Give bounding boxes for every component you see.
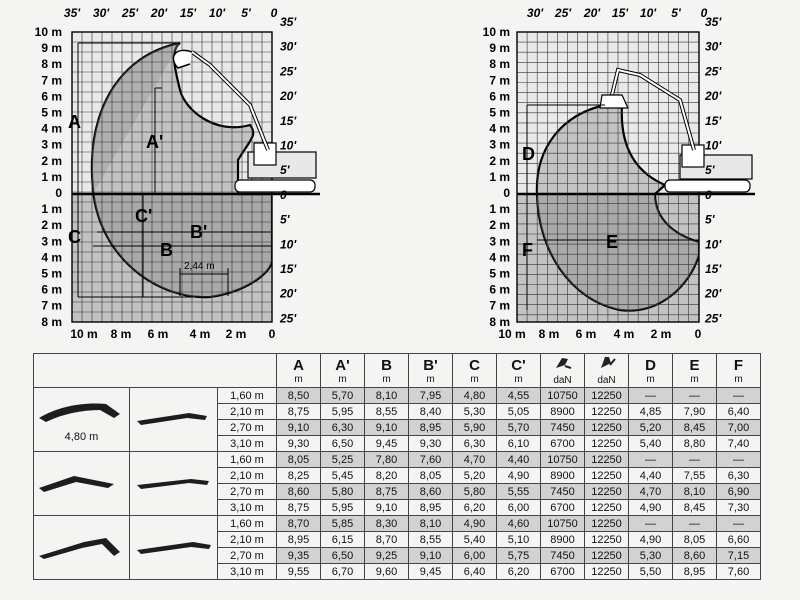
ft-tick: 10' (639, 6, 657, 20)
bottom-m-tick: 10 m (498, 327, 526, 341)
ft-tick: 5' (671, 6, 681, 20)
table-cell: 6,15 (321, 532, 365, 548)
ft-tick: 25' (705, 64, 722, 79)
table-cell: 5,20 (629, 420, 673, 436)
ft-tick: 35' (63, 6, 81, 20)
table-cell: 4,40 (497, 452, 541, 468)
table-cell: 9,30 (409, 436, 453, 452)
table-cell: 9,10 (365, 420, 409, 436)
ft-tick: 15' (280, 113, 297, 128)
table-cell: 9,45 (409, 564, 453, 580)
m-tick: 6 m (489, 282, 510, 297)
m-tick: 3 m (41, 234, 62, 249)
table-cell: 8,80 (673, 436, 717, 452)
table-cell: 7,90 (673, 404, 717, 420)
ft-tick: 5' (705, 163, 715, 178)
table-cell: 12250 (585, 516, 629, 532)
table-cell: 10750 (541, 388, 585, 404)
table-cell: 7,60 (409, 452, 453, 468)
table-cell: 9,25 (365, 548, 409, 564)
table-cell: 7450 (541, 420, 585, 436)
arm-length: 2,70 m (218, 420, 277, 436)
table-cell: 5,80 (321, 484, 365, 500)
table-cell: 7,30 (717, 500, 761, 516)
table-cell: 5,70 (497, 420, 541, 436)
label-C-prime: C' (135, 206, 153, 226)
table-cell: 7450 (541, 548, 585, 564)
m-tick: 10 m (482, 25, 510, 39)
label-A: A (68, 112, 81, 132)
header-B-prime: B' m (409, 354, 453, 388)
arm-length: 3,10 m (218, 500, 277, 516)
table-cell: 7,60 (717, 564, 761, 580)
m-tick: 2 m (489, 218, 510, 233)
table-cell: 12250 (585, 420, 629, 436)
header-C: C m (453, 354, 497, 388)
table-cell: 6,10 (497, 436, 541, 452)
table-row (34, 516, 761, 532)
ft-tick: 15' (705, 262, 722, 276)
m-tick: 3 m (489, 234, 510, 249)
table-cell: 8900 (541, 468, 585, 484)
table-cell: 6700 (541, 500, 585, 516)
ft-tick: 25' (121, 6, 139, 20)
m-tick: 3 m (41, 137, 62, 152)
table-cell: 6,30 (453, 436, 497, 452)
table-cell: 6,00 (497, 500, 541, 516)
m-tick: 6 m (489, 89, 510, 104)
table-cell: 6,40 (453, 564, 497, 580)
m-tick: 8 m (489, 314, 510, 329)
arm-length: 2,10 m (218, 404, 277, 420)
table-cell: 8,60 (673, 548, 717, 564)
left-chart (35, 6, 320, 341)
boom-config-icon (34, 388, 130, 452)
table-cell: — (629, 388, 673, 404)
ft-tick: 20' (280, 89, 297, 104)
ft-tick: 0 (700, 6, 708, 20)
table-cell: 6700 (541, 564, 585, 580)
table-cell: 8900 (541, 532, 585, 548)
table-cell: 12250 (585, 452, 629, 468)
table-cell: 4,90 (629, 532, 673, 548)
table-cell: 8,45 (673, 420, 717, 436)
table-cell: 12250 (585, 548, 629, 564)
table-cell: 5,55 (497, 484, 541, 500)
table-cell: 4,70 (453, 452, 497, 468)
m-tick: 9 m (41, 41, 62, 56)
label-A-prime: A' (146, 132, 164, 152)
table-cell: 7450 (541, 484, 585, 500)
ft-tick: 0 (705, 187, 712, 202)
m-tick: 5 m (41, 266, 62, 281)
table-cell: 9,45 (365, 436, 409, 452)
table-cell: — (629, 516, 673, 532)
table-cell: 4,80 (453, 388, 497, 404)
bottom-m-tick: 6 m (147, 327, 169, 341)
m-tick: 1 m (41, 202, 62, 217)
table-cell: 8,75 (277, 500, 321, 516)
m-tick: 7 m (489, 73, 510, 88)
bottom-m-tick: 0 (694, 327, 702, 341)
table-cell: 5,10 (497, 532, 541, 548)
table-cell: 6,40 (717, 404, 761, 420)
table-cell: 9,60 (365, 564, 409, 580)
m-tick: 5 m (489, 105, 510, 120)
label-C: C (68, 227, 81, 247)
bottom-m-tick: 0 (268, 327, 276, 341)
ft-tick: 10' (208, 6, 226, 20)
ft-tick: 30' (705, 39, 722, 54)
table-cell: — (673, 452, 717, 468)
bottom-m-tick: 6 m (575, 327, 597, 341)
table-cell: 8,95 (673, 564, 717, 580)
table-cell: 5,90 (453, 420, 497, 436)
arm-length: 2,10 m (218, 468, 277, 484)
table-cell: 5,50 (629, 564, 673, 580)
arm-force-icon (597, 355, 617, 371)
label-F: F (522, 240, 533, 260)
header-arm-force: daN (585, 354, 629, 388)
ft-tick: 5' (280, 163, 290, 178)
ft-tick: 5' (280, 212, 290, 227)
m-tick: 1 m (489, 202, 510, 217)
table-cell: 8,60 (277, 484, 321, 500)
ft-tick: 25' (280, 64, 297, 79)
table-cell: 8,25 (277, 468, 321, 484)
m-tick: 1 m (41, 169, 62, 184)
label-D: D (522, 144, 535, 164)
bucket-width-dimension: 2,44 m (184, 261, 215, 272)
table-cell: 8,05 (277, 452, 321, 468)
arm-config-icon (130, 452, 218, 516)
bottom-m-tick: 2 m (225, 327, 247, 341)
table-cell: 7,80 (365, 452, 409, 468)
bottom-m-tick: 8 m (538, 327, 560, 341)
table-cell: 8,10 (365, 388, 409, 404)
table-cell: 5,95 (321, 500, 365, 516)
ft-tick: 25' (554, 6, 572, 20)
table-cell: 12250 (585, 436, 629, 452)
m-tick: 9 m (489, 41, 510, 56)
table-cell: 9,30 (277, 436, 321, 452)
header-B: B m (365, 354, 409, 388)
table-cell: 8,55 (409, 532, 453, 548)
arm-length: 2,70 m (218, 484, 277, 500)
m-tick: 2 m (489, 153, 510, 168)
boom-config-icon (34, 516, 130, 580)
table-cell: 5,30 (629, 548, 673, 564)
m-tick: 7 m (41, 73, 62, 88)
table-cell: 5,85 (321, 516, 365, 532)
header-E: E m (673, 354, 717, 388)
table-cell: 4,60 (497, 516, 541, 532)
m-tick: 4 m (41, 250, 62, 265)
ft-tick: 10' (280, 237, 297, 252)
header-A: A m (277, 354, 321, 388)
table-cell: 8,50 (277, 388, 321, 404)
table-cell: — (673, 388, 717, 404)
table-cell: 4,90 (629, 500, 673, 516)
boom-config-icon (34, 452, 130, 516)
table-cell: — (673, 516, 717, 532)
table-cell: 6,50 (321, 548, 365, 564)
table-cell: — (629, 452, 673, 468)
table-cell: 6,20 (497, 564, 541, 580)
m-tick: 10 m (34, 25, 62, 39)
table-cell: 8,70 (277, 516, 321, 532)
table-cell: 5,05 (497, 404, 541, 420)
table-cell: 5,25 (321, 452, 365, 468)
ft-tick: 0 (270, 6, 278, 20)
table-cell: 6,00 (453, 548, 497, 564)
ft-tick: 30' (92, 6, 110, 20)
table-cell: 4,40 (629, 468, 673, 484)
table-cell: 8,60 (409, 484, 453, 500)
table-row (34, 388, 761, 404)
left-grid (72, 32, 272, 322)
table-cell: 5,40 (453, 532, 497, 548)
table-cell: 5,20 (453, 468, 497, 484)
table-cell: — (717, 388, 761, 404)
m-tick: 1 m (489, 169, 510, 184)
table-header-row (34, 354, 761, 388)
ft-tick: 35' (705, 15, 722, 29)
arm-length: 2,70 m (218, 548, 277, 564)
table-cell: 9,55 (277, 564, 321, 580)
ft-tick: 25' (705, 311, 722, 326)
ft-tick: 0 (280, 187, 287, 202)
table-cell: 8,45 (673, 500, 717, 516)
table-cell: 12250 (585, 484, 629, 500)
ft-tick: 15' (705, 113, 722, 128)
table-cell: 4,70 (629, 484, 673, 500)
m-tick: 7 m (41, 298, 62, 313)
table-cell: 8,10 (673, 484, 717, 500)
table-cell: 5,80 (453, 484, 497, 500)
ft-tick: 5' (705, 212, 715, 227)
ft-tick: 20' (705, 286, 722, 301)
table-cell: 12250 (585, 500, 629, 516)
table-cell: 7,00 (717, 420, 761, 436)
header-bucket-force: daN (541, 354, 585, 388)
table-cell: 8,95 (409, 500, 453, 516)
table-row (34, 452, 761, 468)
header-D: D m (629, 354, 673, 388)
table-cell: 4,55 (497, 388, 541, 404)
table-cell: 8,55 (365, 404, 409, 420)
m-tick: 4 m (41, 121, 62, 136)
ft-tick: 5' (241, 6, 251, 20)
table-cell: 4,90 (453, 516, 497, 532)
bottom-m-tick: 4 m (613, 327, 635, 341)
table-cell: 8,40 (409, 404, 453, 420)
right-chart (483, 6, 755, 341)
bottom-m-tick: 2 m (650, 327, 672, 341)
m-tick: 4 m (489, 121, 510, 136)
table-cell: 9,35 (277, 548, 321, 564)
table-cell: 8,30 (365, 516, 409, 532)
table-cell: 8900 (541, 404, 585, 420)
bottom-m-tick: 4 m (189, 327, 211, 341)
m-tick: 6 m (41, 282, 62, 297)
m-tick: 3 m (489, 137, 510, 152)
m-tick: 7 m (489, 298, 510, 313)
m-tick: 2 m (41, 153, 62, 168)
table-cell: 8,95 (409, 420, 453, 436)
table-cell: 10750 (541, 516, 585, 532)
label-B-prime: B' (190, 222, 208, 242)
table-cell: 7,95 (409, 388, 453, 404)
table-cell: 9,10 (365, 500, 409, 516)
table-cell: 8,75 (365, 484, 409, 500)
label-B: B (160, 240, 173, 260)
m-tick: 8 m (41, 314, 62, 329)
label-E: E (606, 232, 619, 252)
ft-tick: 15' (179, 6, 197, 20)
table-cell: 5,45 (321, 468, 365, 484)
m-tick: 8 m (489, 57, 510, 72)
table-cell: 5,75 (497, 548, 541, 564)
table-cell: 5,30 (453, 404, 497, 420)
arm-config-icon (130, 516, 218, 580)
table-cell: 5,95 (321, 404, 365, 420)
table-cell: 5,70 (321, 388, 365, 404)
ft-tick: 30' (280, 39, 297, 54)
bucket-force-icon (553, 355, 573, 371)
ft-tick: 25' (280, 311, 297, 326)
table-cell: 8,05 (673, 532, 717, 548)
ft-tick: 15' (611, 6, 629, 20)
table-cell: 6,60 (717, 532, 761, 548)
m-tick: 6 m (41, 89, 62, 104)
table-cell: 8,20 (365, 468, 409, 484)
table-cell: 10750 (541, 452, 585, 468)
table-cell: 12250 (585, 388, 629, 404)
table-cell: — (717, 516, 761, 532)
arm-length: 1,60 m (218, 452, 277, 468)
arm-length: 3,10 m (218, 436, 277, 452)
ft-tick: 20' (705, 89, 722, 104)
specification-table (33, 353, 761, 580)
ft-tick: 30' (526, 6, 544, 20)
table-cell: 7,15 (717, 548, 761, 564)
table-cell: 8,10 (409, 516, 453, 532)
table-cell: 8,70 (365, 532, 409, 548)
table-cell: 6,20 (453, 500, 497, 516)
ft-tick: 20' (583, 6, 601, 20)
table-cell: 12250 (585, 532, 629, 548)
header-F: F m (717, 354, 761, 388)
m-tick: 5 m (489, 266, 510, 281)
table-cell: 9,10 (277, 420, 321, 436)
ft-tick: 20' (280, 286, 297, 301)
table-cell: 9,10 (409, 548, 453, 564)
table-cell: 7,55 (673, 468, 717, 484)
ft-tick: 20' (150, 6, 168, 20)
m-tick: 2 m (41, 218, 62, 233)
bottom-m-tick: 8 m (110, 327, 132, 341)
header-A-prime: A' m (321, 354, 365, 388)
ft-tick: 10' (705, 138, 722, 153)
bottom-m-tick: 10 m (70, 327, 98, 341)
table-cell: 8,95 (277, 532, 321, 548)
arm-length: 1,60 m (218, 388, 277, 404)
table-cell: 12250 (585, 468, 629, 484)
table-cell: 12250 (585, 564, 629, 580)
arm-config-icon (130, 388, 218, 452)
ft-tick: 10' (280, 138, 297, 153)
arm-length: 3,10 m (218, 564, 277, 580)
table-cell: 8,05 (409, 468, 453, 484)
table-cell: 6700 (541, 436, 585, 452)
table-cell: 4,85 (629, 404, 673, 420)
table-cell: 12250 (585, 404, 629, 420)
table-cell: 6,30 (321, 420, 365, 436)
boom-length-label: 4,80 m (64, 430, 99, 443)
ft-tick: 15' (280, 262, 297, 276)
m-tick: 0 (55, 186, 62, 200)
m-tick: 5 m (41, 105, 62, 120)
table-cell: 6,50 (321, 436, 365, 452)
table-cell: 6,90 (717, 484, 761, 500)
table-cell: 7,40 (717, 436, 761, 452)
header-C-prime: C' m (497, 354, 541, 388)
table-cell: 6,70 (321, 564, 365, 580)
arm-length: 2,10 m (218, 532, 277, 548)
arm-length: 1,60 m (218, 516, 277, 532)
ft-tick: 10' (705, 237, 722, 252)
m-tick: 0 (503, 186, 510, 200)
m-tick: 8 m (41, 57, 62, 72)
table-cell: 4,90 (497, 468, 541, 484)
table-cell: 8,75 (277, 404, 321, 420)
table-cell: — (717, 452, 761, 468)
table-cell: 5,40 (629, 436, 673, 452)
ft-tick: 35' (280, 15, 297, 29)
table-cell: 6,30 (717, 468, 761, 484)
m-tick: 4 m (489, 250, 510, 265)
